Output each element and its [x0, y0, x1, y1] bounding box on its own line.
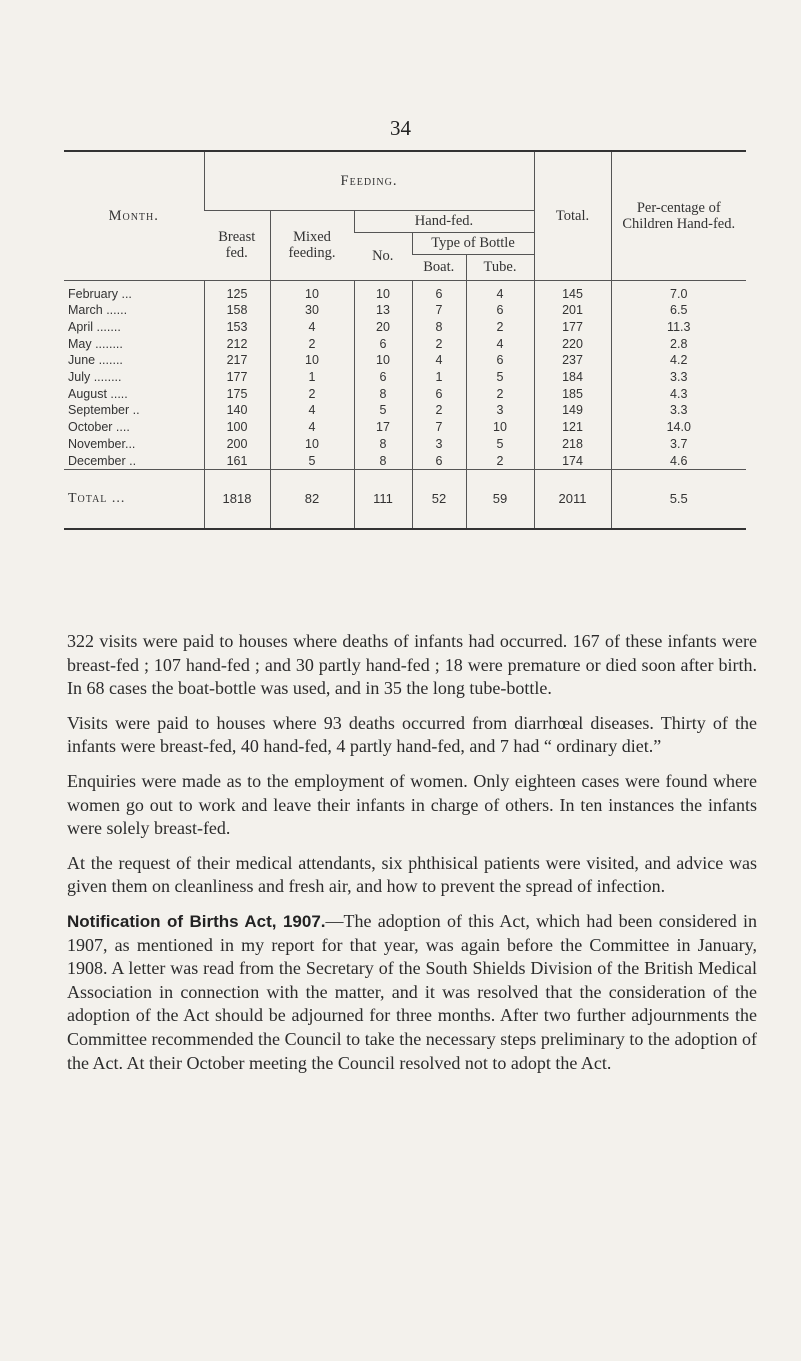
mixed-feeding-cell: 1 [270, 369, 354, 386]
paragraph-phthisical-patients: At the request of their medical attendants, six phthisical patients were visited, and advice was given them on cleanliness and fresh air, and how to prevent the spread of infection. [67, 852, 757, 897]
total-label-cell: Total ... [64, 470, 204, 529]
boat-cell: 2 [412, 336, 466, 353]
total-hand-fed-no-cell: 111 [354, 470, 412, 529]
header-hand-fed: Hand-fed. [354, 210, 534, 232]
month-cell: July ........ [68, 370, 122, 385]
boat-cell: 4 [412, 352, 466, 369]
header-month: Month. [64, 152, 204, 280]
header-type-of-bottle: Type of Bottle [412, 232, 534, 254]
mixed-feeding-cell: 10 [270, 280, 354, 302]
percentage-cell: 4.6 [611, 453, 746, 470]
percentage-cell: 3.3 [611, 369, 746, 386]
body-text [67, 630, 757, 1086]
mixed-feeding-cell: 5 [270, 453, 354, 470]
percentage-cell: 14.0 [611, 419, 746, 436]
mixed-feeding-cell: 10 [270, 436, 354, 453]
mixed-feeding-cell: 30 [270, 302, 354, 319]
tube-cell: 3 [466, 402, 534, 419]
boat-cell: 3 [412, 436, 466, 453]
boat-cell: 6 [412, 453, 466, 470]
breast-fed-cell: 212 [204, 336, 270, 353]
breast-fed-cell: 140 [204, 402, 270, 419]
month-cell: November... [68, 436, 136, 451]
total-breast-fed-cell: 1818 [204, 470, 270, 529]
month-cell: June ....... [68, 353, 123, 368]
hand-fed-no-cell: 20 [354, 319, 412, 336]
breast-fed-cell: 125 [204, 280, 270, 302]
total-mixed-feeding-cell: 82 [270, 470, 354, 529]
month-cell: February ... [68, 286, 132, 301]
percentage-cell: 11.3 [611, 319, 746, 336]
percentage-cell: 6.5 [611, 302, 746, 319]
breast-fed-cell: 100 [204, 419, 270, 436]
table-row [64, 369, 746, 386]
month-cell: September .. [68, 403, 140, 418]
hand-fed-no-cell: 17 [354, 419, 412, 436]
paragraph-employment-of-women: Enquiries were made as to the employment of women. Only eighteen cases were found where women go out to work and leave their infants in charge of others. In ten instances the infants were solely breast-fed. [67, 770, 757, 839]
total-cell: 220 [534, 336, 611, 353]
tube-cell: 4 [466, 336, 534, 353]
percentage-cell: 7.0 [611, 280, 746, 302]
month-cell: December .. [68, 453, 137, 468]
hand-fed-no-cell: 6 [354, 369, 412, 386]
page-number: 34 [390, 116, 411, 140]
header-mixed-feeding: Mixed feeding. [270, 210, 354, 280]
boat-cell: 1 [412, 369, 466, 386]
total-cell: 185 [534, 386, 611, 403]
month-cell: August ..... [68, 386, 128, 401]
boat-cell: 2 [412, 402, 466, 419]
hand-fed-no-cell: 5 [354, 402, 412, 419]
header-percentage: Per-centage of Children Hand-fed. [611, 152, 746, 280]
boat-cell: 6 [412, 386, 466, 403]
total-cell: 237 [534, 352, 611, 369]
hand-fed-no-cell: 8 [354, 386, 412, 403]
percentage-cell: 4.3 [611, 386, 746, 403]
tube-cell: 2 [466, 319, 534, 336]
hand-fed-no-cell: 6 [354, 336, 412, 353]
breast-fed-cell: 200 [204, 436, 270, 453]
mixed-feeding-cell: 10 [270, 352, 354, 369]
breast-fed-cell: 158 [204, 302, 270, 319]
mixed-feeding-cell: 2 [270, 336, 354, 353]
table-row [64, 336, 746, 353]
month-cell: March ...... [68, 303, 128, 318]
table-row [64, 352, 746, 369]
table-row [64, 402, 746, 419]
mixed-feeding-cell: 4 [270, 402, 354, 419]
section-heading: Notification of Births Act, 1907. [67, 911, 326, 931]
percentage-cell: 2.8 [611, 336, 746, 353]
total-cell: 174 [534, 453, 611, 470]
tube-cell: 2 [466, 453, 534, 470]
table-row [64, 302, 746, 319]
table-row [64, 453, 746, 470]
tube-cell: 4 [466, 280, 534, 302]
percentage-cell: 4.2 [611, 352, 746, 369]
total-cell: 121 [534, 419, 611, 436]
mixed-feeding-cell: 4 [270, 319, 354, 336]
header-breast-fed: Breast fed. [204, 210, 270, 280]
total-boat-cell: 52 [412, 470, 466, 529]
tube-cell: 6 [466, 352, 534, 369]
table-row [64, 436, 746, 453]
header-feeding: Feeding. [204, 152, 534, 210]
hand-fed-no-cell: 10 [354, 280, 412, 302]
month-cell: October .... [68, 420, 130, 435]
total-cell: 177 [534, 319, 611, 336]
header-tube: Tube. [466, 254, 534, 280]
boat-cell: 7 [412, 302, 466, 319]
table-total-row [64, 470, 746, 529]
header-no: No. [354, 232, 412, 280]
tube-cell: 10 [466, 419, 534, 436]
breast-fed-cell: 177 [204, 369, 270, 386]
hand-fed-no-cell: 10 [354, 352, 412, 369]
breast-fed-cell: 175 [204, 386, 270, 403]
boat-cell: 8 [412, 319, 466, 336]
total-cell: 145 [534, 280, 611, 302]
total-percentage-cell: 5.5 [611, 470, 746, 529]
breast-fed-cell: 217 [204, 352, 270, 369]
tube-cell: 5 [466, 436, 534, 453]
section-body: —The adoption of this Act, which had been considered in 1907, as mentioned in my report for that year, was again before the Committee in January, 1908. A letter was read from the Secretary of the South Shields Division of the British Medical Association in connection with the matter, and it was resolved that the consideration of the adoption of the Act should be adjourned for three months. After two further adjournments the Committee recommended the Council to take the necessary steps preliminary to the adoption of the Act. At their October meeting the Council resolved not to adopt the Act. [67, 910, 757, 1073]
tube-cell: 6 [466, 302, 534, 319]
hand-fed-no-cell: 13 [354, 302, 412, 319]
table-row [64, 280, 746, 302]
header-boat: Boat. [412, 254, 466, 280]
hand-fed-no-cell: 8 [354, 453, 412, 470]
total-cell: 149 [534, 402, 611, 419]
paragraph-infant-visits: 322 visits were paid to houses where deaths of infants had occurred. 167 of these infants were breast-fed ; 107 hand-fed ; and 30 partly hand-fed ; 18 were premature or died soon after birth. In 68 cases the boat-bottle was used, and in 35 the long tube-bottle. [67, 631, 757, 699]
total-total-cell: 2011 [534, 470, 611, 529]
month-cell: April ....... [68, 319, 121, 334]
feeding-statistics-table [64, 152, 746, 528]
month-cell: May ........ [68, 336, 123, 351]
paragraph-diarrhoeal-diseases: Visits were paid to houses where 93 deaths occurred from diarrhœal diseases. Thirty of the infants were breast-fed, 40 hand-fed, 4 partly hand-fed, and 7 had “ ordinary diet.” [67, 712, 757, 757]
total-cell: 218 [534, 436, 611, 453]
percentage-cell: 3.3 [611, 402, 746, 419]
hand-fed-no-cell: 8 [354, 436, 412, 453]
boat-cell: 6 [412, 280, 466, 302]
table-row [64, 419, 746, 436]
total-cell: 184 [534, 369, 611, 386]
breast-fed-cell: 161 [204, 453, 270, 470]
total-cell: 201 [534, 302, 611, 319]
total-tube-cell: 59 [466, 470, 534, 529]
mixed-feeding-cell: 2 [270, 386, 354, 403]
tube-cell: 5 [466, 369, 534, 386]
feeding-table [64, 150, 746, 530]
boat-cell: 7 [412, 419, 466, 436]
percentage-cell: 3.7 [611, 436, 746, 453]
tube-cell: 2 [466, 386, 534, 403]
mixed-feeding-cell: 4 [270, 419, 354, 436]
table-row [64, 386, 746, 403]
table-row [64, 319, 746, 336]
paragraph-notification-of-births-act [67, 910, 757, 1075]
breast-fed-cell: 153 [204, 319, 270, 336]
header-total: Total. [534, 152, 611, 280]
